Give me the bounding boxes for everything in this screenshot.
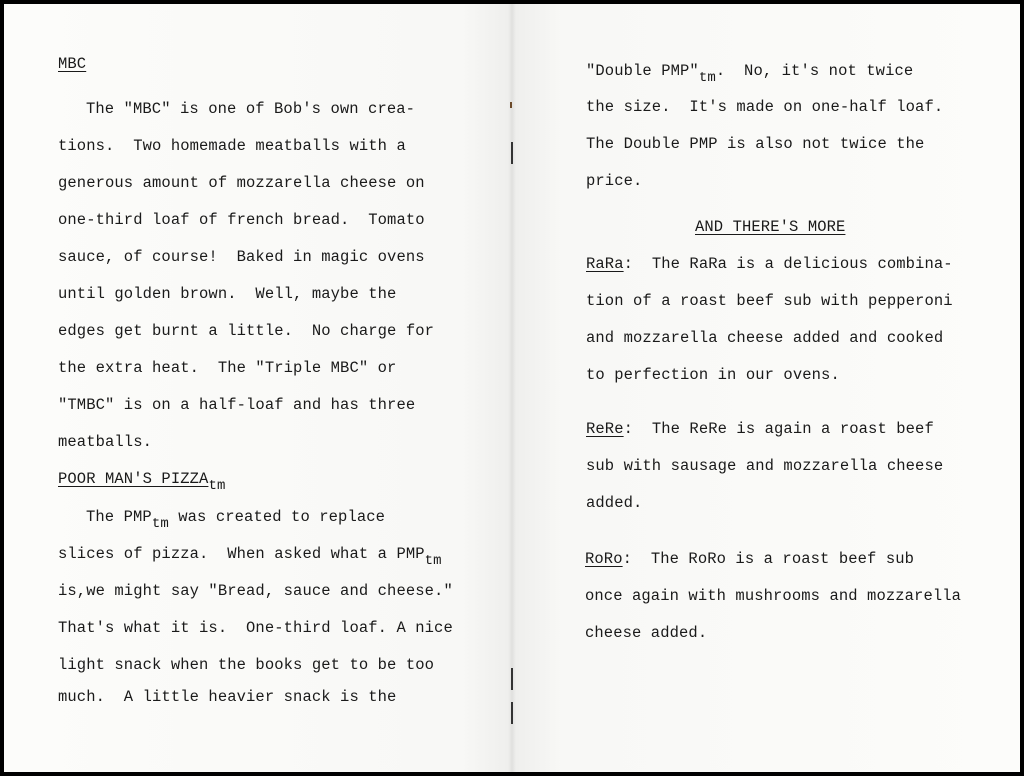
rere-label: ReRe [586,420,624,438]
pmp-line: light snack when the books get to be too [58,656,435,674]
pmp-line: much. A little heavier snack is the [58,688,397,706]
pmp-text: slices of pizza. When asked what a PMP [58,545,425,563]
staple-mark [510,102,512,108]
double-pmp-line: price. [586,172,643,190]
double-pmp-text: . No, it's not twice [715,62,914,80]
rere-line [586,420,934,438]
double-pmp-line: the size. It's made on one-half loaf. [586,98,944,116]
pmp-line: is,we might say "Bread, sauce and cheese." [58,582,453,600]
rere-text: : The ReRe is again a roast beef [623,420,934,438]
center-fold [508,4,516,772]
mbc-heading: MBC [58,55,87,73]
rara-line: and mozzarella cheese added and cooked [586,329,944,347]
mbc-line: sauce, of course! Baked in magic ovens [58,248,425,266]
rara-line [586,255,953,273]
mbc-line: tions. Two homemade meatballs with a [58,137,406,155]
more-heading: AND THERE'S MORE [695,218,846,236]
roro-line: once again with mushrooms and mozzarella [585,587,962,605]
mbc-line: generous amount of mozzarella cheese on [58,174,425,192]
mbc-line: one-third loaf of french bread. Tomato [58,211,425,229]
trademark-mark: tm [698,70,716,86]
rara-text: : The RaRa is a delicious combina- [623,255,953,273]
pmp-line [58,545,442,569]
staple-mark [511,702,513,724]
pmp-text: was created to replace [168,508,386,526]
double-pmp-line: The Double PMP is also not twice the [586,135,925,153]
staple-mark [511,142,513,164]
pmp-line: That's what it is. One-third loaf. A nice [58,619,453,637]
rara-line: tion of a roast beef sub with pepperoni [586,292,953,310]
mbc-line: "TMBC" is on a half-loaf and has three [58,396,416,414]
right-page [512,4,1020,772]
rere-line: added. [586,494,643,512]
mbc-line: the extra heat. The "Triple MBC" or [58,359,397,377]
pmp-heading: POOR MAN'S PIZZA [58,470,209,488]
roro-line: cheese added. [585,624,708,642]
staple-mark [511,668,513,690]
mbc-line: The "MBC" is one of Bob's own crea- [86,100,416,118]
trademark-mark: tm [151,516,169,532]
double-pmp-line [586,62,914,86]
rara-label: RaRa [586,255,624,273]
rere-line: sub with sausage and mozzarella cheese [586,457,944,475]
trademark-mark: tm [424,553,442,569]
roro-text: : The RoRo is a roast beef sub [622,550,915,568]
left-page [4,4,512,772]
double-pmp-text: "Double PMP" [586,62,699,80]
pmp-text: The PMP [86,508,152,526]
mbc-line: until golden brown. Well, maybe the [58,285,397,303]
pmp-heading-line [58,470,226,494]
trademark-mark: tm [208,478,226,494]
roro-label: RoRo [585,550,623,568]
roro-line [585,550,914,568]
mbc-line: edges get burnt a little. No charge for [58,322,435,340]
rara-line: to perfection in our ovens. [586,366,840,384]
mbc-line: meatballs. [58,433,153,451]
booklet-spread [4,4,1020,772]
pmp-line [86,508,386,532]
